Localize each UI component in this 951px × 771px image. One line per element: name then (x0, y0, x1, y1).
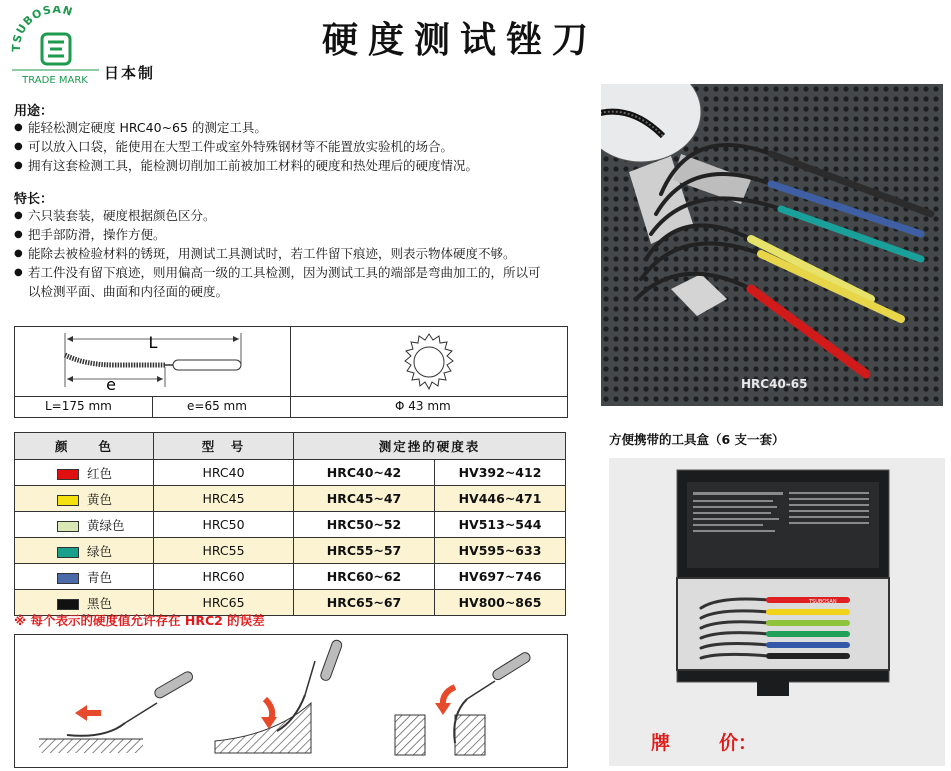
file-dimension-drawing (15, 327, 290, 396)
length-L-label: L (148, 333, 158, 352)
feature-item: ● 能除去被检验材料的锈斑，用测试工具测试时，若工件留下痕迹，则表示物体硬度不够。 (14, 244, 544, 263)
tolerance-note: ※ 每个表示的硬度值允许存在 HRC2 的误差 (14, 613, 265, 628)
color-swatch (57, 547, 79, 558)
features-heading: 特长： (14, 192, 54, 207)
color-name: 黑色 (87, 595, 113, 611)
toolbox-photo (609, 458, 945, 766)
table-row (15, 460, 566, 486)
hardness-table (14, 432, 566, 616)
product-photo (601, 84, 943, 406)
usage-item: ● 拥有这套检测工具，能检测切削加工前被加工材料的硬度和热处理后的硬度情况。 (14, 156, 554, 175)
cell-hv: HV513~544 (435, 512, 566, 538)
color-swatch (57, 495, 79, 506)
table-row (15, 486, 566, 512)
price-label-2: 价： (719, 732, 758, 754)
table-body (15, 460, 566, 616)
color-name: 青色 (87, 569, 113, 585)
photo-hrc-label: HRC40-65 (741, 377, 808, 391)
color-name: 绿色 (87, 543, 113, 559)
header-hardness: 测定挫的硬度表 (294, 433, 566, 460)
color-name: 黄色 (87, 491, 113, 507)
color-swatch (57, 469, 79, 480)
features-list (14, 206, 544, 301)
usage-item: ● 能轻松测定硬度 HRC40~65 的测定工具。 (14, 118, 554, 137)
usage-diagram (14, 634, 568, 768)
cell-color (15, 538, 154, 564)
feature-item: ● 把手部防滑，操作方便。 (14, 225, 544, 244)
handle-brand-text: TSUBOSAN (809, 599, 837, 605)
diameter-value: Φ 43 mm (395, 399, 451, 413)
color-name: 红色 (87, 465, 113, 481)
cell-hv: HV595~633 (435, 538, 566, 564)
cell-model: HRC45 (154, 486, 294, 512)
cell-hrc: HRC60~62 (294, 564, 435, 590)
length-e-value: e=65 mm (187, 399, 247, 413)
cell-color (15, 512, 154, 538)
header-model: 型 号 (154, 433, 294, 460)
color-swatch (57, 599, 79, 610)
header-color: 颜 色 (15, 433, 154, 460)
logo-arc-text: TSUBOSAN (9, 6, 75, 53)
cell-hrc: HRC50~52 (294, 512, 435, 538)
cell-color (15, 460, 154, 486)
cell-hv: HV800~865 (435, 590, 566, 616)
usage-list (14, 118, 554, 175)
cell-hrc: HRC65~67 (294, 590, 435, 616)
cell-model: HRC40 (154, 460, 294, 486)
color-swatch (57, 521, 79, 532)
cell-hrc: HRC55~57 (294, 538, 435, 564)
price-label-1: 牌 (651, 732, 671, 754)
cell-model: HRC55 (154, 538, 294, 564)
brand-logo (8, 6, 103, 91)
length-e-label: e (106, 375, 116, 394)
cell-hrc: HRC45~47 (294, 486, 435, 512)
cell-color (15, 486, 154, 512)
feature-item: ● 若工件没有留下痕迹，则用偏高一级的工具检测，因为测试工具的端部是弯曲加工的，所以可以检测平面、曲面和内径面的硬度。 (14, 263, 544, 301)
table-row (15, 564, 566, 590)
usage-heading: 用途： (14, 104, 54, 119)
cell-hv: HV446~471 (435, 486, 566, 512)
cell-model: HRC60 (154, 564, 294, 590)
table-header-row (15, 433, 566, 460)
dimension-box (14, 326, 568, 418)
made-in-japan: 日本制 (104, 64, 156, 82)
cell-model: HRC65 (154, 590, 294, 616)
cross-section-drawing (290, 327, 567, 396)
trademark-text: TRADE MARK (22, 75, 88, 86)
table-row (15, 512, 566, 538)
color-name: 黄绿色 (87, 517, 125, 533)
usage-item: ● 可以放入口袋，能使用在大型工件或室外特殊钢材等不能置放实验机的场合。 (14, 137, 554, 156)
table-row (15, 538, 566, 564)
page-title: 硬度测试锉刀 (322, 20, 599, 61)
cell-hv: HV697~746 (435, 564, 566, 590)
cell-color (15, 564, 154, 590)
cell-hrc: HRC40~42 (294, 460, 435, 486)
cell-hv: HV392~412 (435, 460, 566, 486)
feature-item: ● 六只装套装，硬度根据颜色区分。 (14, 206, 544, 225)
cell-model: HRC50 (154, 512, 294, 538)
color-swatch (57, 573, 79, 584)
length-L-value: L=175 mm (45, 399, 112, 413)
toolbox-caption: 方便携带的工具盒（6 支一套） (609, 432, 785, 447)
